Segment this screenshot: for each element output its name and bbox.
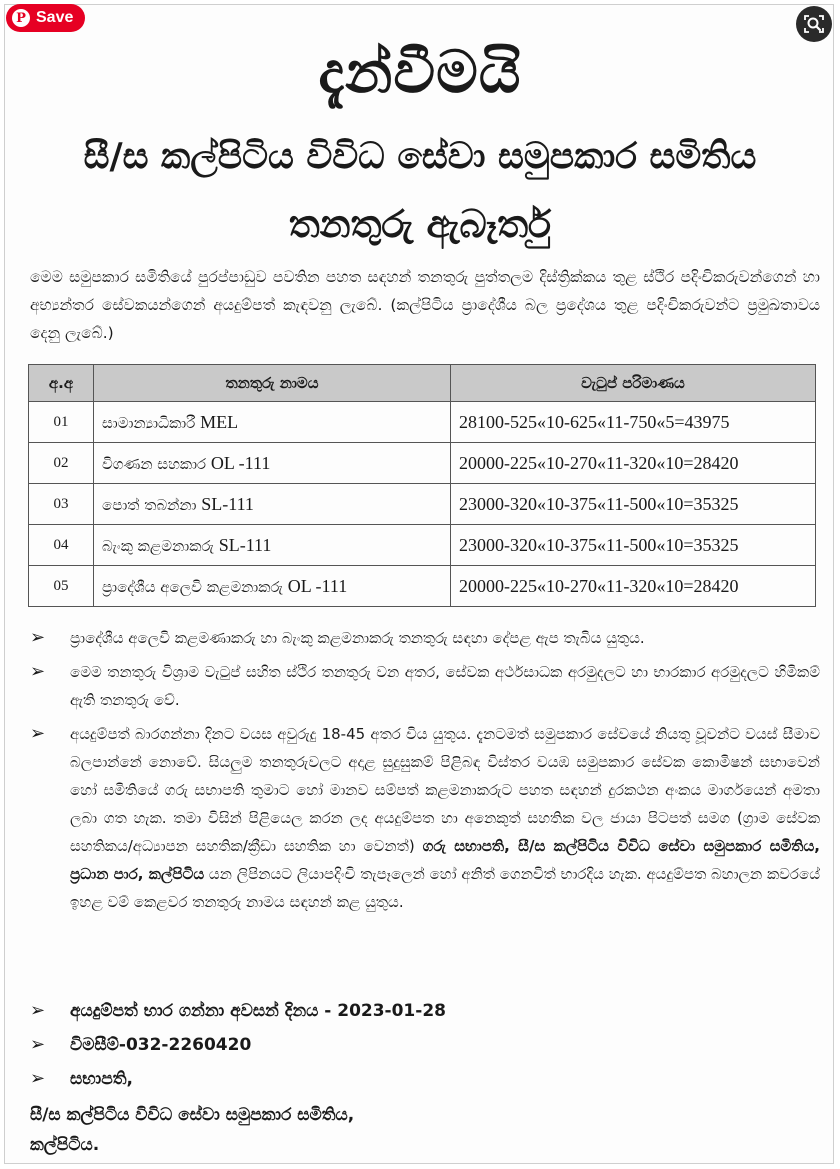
table-row xyxy=(29,525,816,566)
list-item xyxy=(30,624,820,652)
post-name: බැංකු කළමනාකරු xyxy=(102,536,214,555)
row-no: 04 xyxy=(29,525,94,566)
notice-title: දැන්වීමයි xyxy=(318,38,522,106)
visual-search-button[interactable] xyxy=(796,6,832,42)
lens-icon xyxy=(796,6,832,42)
row-salary: 23000-320«10-375«11-500«10=35325 xyxy=(451,484,816,525)
signature-line: කල්පිටිය. xyxy=(30,1135,100,1155)
submission-instructions: යන ලිපිනයට ලියාපදිංචි තැපෑලෙන් හෝ අනිත් ගෙනවිත් භාරදිය හැක. අයදුම්පත බහාලන කවරයේ ඉහළ වම් කෙළවර තනතුරු නාමය සඳහන් කළ යුතුය. xyxy=(70,865,820,911)
chairman-label: සභාපති, xyxy=(70,1069,133,1089)
arrow-bullet-icon: ➢ xyxy=(30,1000,46,1021)
post-code: OL -111 xyxy=(210,452,271,473)
row-salary: 20000-225«10-270«11-320«10=28420 xyxy=(451,443,816,484)
vacancy-heading: තනතුරු ඇබෑර්තු xyxy=(288,202,552,246)
arrow-bullet-icon: ➢ xyxy=(30,627,46,648)
list-item xyxy=(30,1064,820,1094)
arrow-bullet-icon: ➢ xyxy=(30,723,46,744)
list-item xyxy=(30,720,820,916)
condition-text: ප්‍රාදේශීය අලෙවි කළමණාකරු හා බැංකු කළමනාකරු තනතුරු සඳහා දේපළ ඇප තැබිය යුතුය. xyxy=(70,629,645,647)
post-name: සාමාන්‍යාධිකාරී xyxy=(102,413,196,432)
pinterest-icon: P xyxy=(12,9,30,27)
arrow-bullet-icon: ➢ xyxy=(30,661,46,682)
post-code: SL-111 xyxy=(218,534,272,555)
list-item xyxy=(30,996,820,1026)
table-row xyxy=(29,402,816,443)
inquiry-phone: විමසීම්-032-2260420 xyxy=(70,1035,252,1055)
row-salary: 23000-320«10-375«11-500«10=35325 xyxy=(451,525,816,566)
row-salary: 20000-225«10-270«11-320«10=28420 xyxy=(451,566,816,607)
post-code: OL -111 xyxy=(287,575,348,596)
post-code: MEL xyxy=(200,411,239,432)
post-code: SL-111 xyxy=(201,493,254,514)
row-no: 03 xyxy=(29,484,94,525)
application-instructions: අයදුම්පත් බාරගන්නා දිනට වයස අවුරුදු 18-45 අතර විය යුතුය. දැනටමත් සමුපකාර සේවයේ නියතු වූවන්ට වයස් සීමාව බලපාන්නේ නොවේ. සියලුම තනතුරුවලට අදාළ සුදුසුකම් පිළිබඳ විස්තර වයඹ සමුපකාර සේවක කොමිෂන් සභාවෙන් හෝ සමිතියේ ගරු සභාපති තුමාට හෝ මානව සම්පත් කළමනාකරුට පහත සඳහන් දුරකථන අංකය මාර්ගයෙන් අමතා ලබා ගත හැක. තමා විසින් පිළියෙල කරන ලද අයදුම්පත හා අනෙකුත් සහතික වල ජායා පිටපත් සමග (ග්‍රාම සේවක සහතිකය/අධ්‍යාපන සහතික/ක්‍රීඩා සහතික හා වෙනත්) xyxy=(70,725,820,855)
table-row xyxy=(29,484,816,525)
table-row xyxy=(29,566,816,607)
arrow-bullet-icon: ➢ xyxy=(30,1034,46,1055)
row-no: 02 xyxy=(29,443,94,484)
save-label: Save xyxy=(36,9,74,26)
condition-text: මෙම තනතුරු විශ්‍රාම වැටුප් සහිත ස්ථිර තනතුරු වන අතර, සේවක අර්ථසාධක අරමුදලට හා භාරකාර අරමුදලට හිමිකම් ඇති තනතුරු වේ. xyxy=(70,663,820,709)
list-item xyxy=(30,1030,820,1060)
post-name: ප්‍රාදේශීය අලෙවි කළමනාකරු xyxy=(102,577,283,596)
row-post xyxy=(94,566,451,607)
arrow-bullet-icon: ➢ xyxy=(30,1068,46,1089)
header-salary: වැටුප් පරිමාණය xyxy=(451,365,816,402)
conditions-list xyxy=(30,624,820,922)
row-post xyxy=(94,443,451,484)
closing-date: අයදුම්පත් භාර ගන්නා අවසන් දිනය - 2023-01-28 xyxy=(70,1001,446,1021)
intro-paragraph: මෙම සමුපකාර සමිතියේ පුරප්පාඩුව පවතින පහත සඳහන් තනතුරු පුත්තලම දිස්ත්‍රික්කය තුළ ස්ථිර පදිංචිකරුවන්ගෙන් හා අභ්‍යන්තර සේවකයන්ගෙන් අයදුම්පත් කැඳවනු ලැබේ. (කල්පිටිය ප්‍රාදේශීය බල ප්‍රදේශය තුළ පදිංචිකරුවන්ට ප්‍රමුඛතාවය දෙනු ලැබේ.) xyxy=(30,268,820,342)
post-name: විගණන සහකාර xyxy=(102,454,207,473)
row-salary: 28100-525«10-625«11-750«5=43975 xyxy=(451,402,816,443)
row-post xyxy=(94,484,451,525)
postal-address: ගරු සභාපති, සී/ස කල්පිටිය විවිධ සේවා සමුපකාර සමිතිය, ප්‍රධාන පාර, කල්පිටිය xyxy=(70,837,820,883)
row-no: 01 xyxy=(29,402,94,443)
post-name: පොත් තබන්නා xyxy=(102,495,197,514)
vacancy-table xyxy=(28,364,816,607)
table-header-row xyxy=(29,365,816,402)
list-item xyxy=(30,658,820,714)
header-no: අ.අ xyxy=(29,365,94,402)
row-no: 05 xyxy=(29,566,94,607)
condition-text xyxy=(70,720,820,916)
footer-block xyxy=(30,996,820,1160)
row-post xyxy=(94,525,451,566)
table-row xyxy=(29,443,816,484)
pinterest-save-button[interactable] xyxy=(6,4,85,32)
society-name: සී/ස කල්පිටිය විවිධ සේවා සමුපකාර සමිතිය xyxy=(83,136,757,177)
row-post xyxy=(94,402,451,443)
header-post: තනතුරු නාමය xyxy=(94,365,451,402)
signature-line: සී/ස කල්පිටිය විවිධ සේවා සමුපකාර සමිතිය, xyxy=(30,1105,355,1125)
signature-block xyxy=(30,1100,820,1160)
